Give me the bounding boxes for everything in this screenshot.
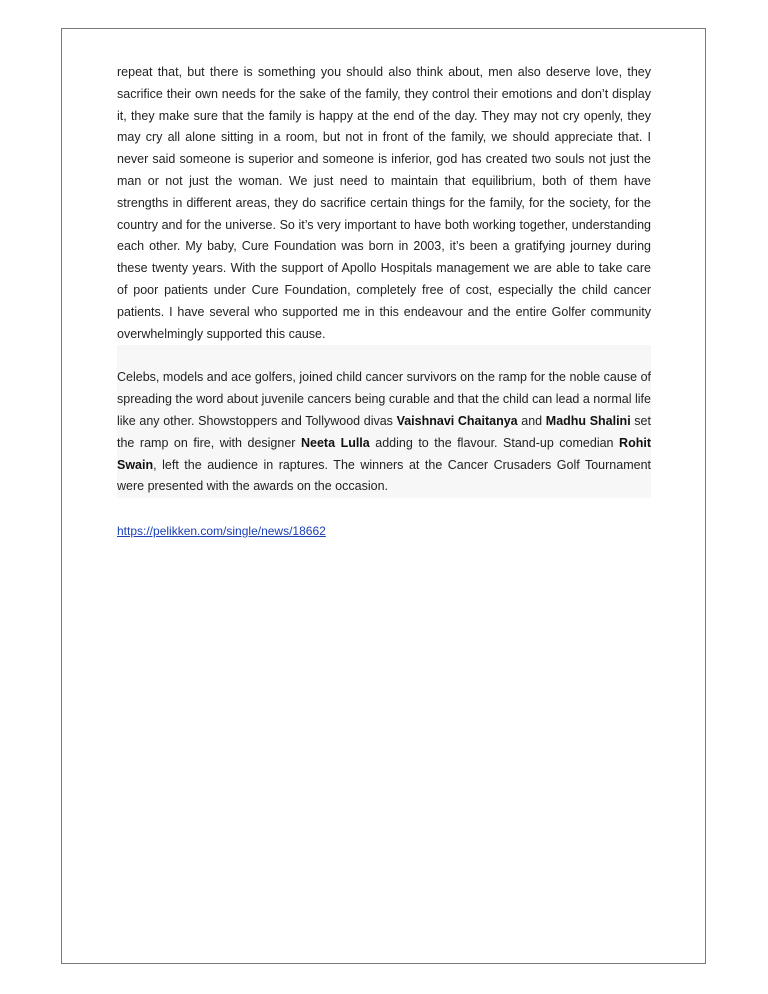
name-vaishnavi-chaitanya: Vaishnavi Chaitanya bbox=[396, 413, 518, 428]
name-rohit-swain: Rohit Swain bbox=[117, 435, 651, 472]
document-body bbox=[117, 62, 651, 543]
event-text-5: , left the audience in raptures. The winners at the Cancer Crusaders Golf Tournament were presented with the awards on the occasion. bbox=[117, 457, 651, 494]
name-madhu-shalini: Madhu Shalini bbox=[545, 413, 631, 428]
source-link[interactable]: https://pelikken.com/single/news/18662 bbox=[117, 524, 326, 539]
event-text-3: set the ramp on fire, with designer bbox=[117, 413, 651, 450]
paragraph-spacer bbox=[117, 345, 651, 367]
event-text-2: and bbox=[517, 413, 546, 428]
name-neeta-lulla: Neeta Lulla bbox=[300, 435, 370, 450]
source-link-line bbox=[117, 521, 651, 543]
paragraph-interview-quote: repeat that, but there is something you should also think about, men also deserve love, they sacrifice their own needs for the sake of the family, they control their emotions and don’t display it, they make sure that the family is happy at the end of the day. They may not cry openly, they may cry all alone sitting in a room, but not in front of the family, we should appreciate that. I never said someone is superior and someone is inferior, god has created two souls not just the man or not just the woman. We just need to maintain that equilibrium, both of them have strengths in different areas, they do sacrifice certain things for the family, for the society, for the country and for the universe. So it’s very important to have both working together, understanding each other. My baby, Cure Foundation was born in 2003, it’s been a gratifying journey during these twenty years. With the support of Apollo Hospitals management we are able to take care of poor patients under Cure Foundation, completely free of cost, especially the child cancer patients. I have several who supported me in this endeavour and the entire Golfer community overwhelmingly supported this cause. bbox=[117, 65, 651, 341]
event-text-1: Celebs, models and ace golfers, joined child cancer survivors on the ramp for the noble cause of spreading the word about juvenile cancers being curable and that the child can lead a normal life like any other. Showstoppers and Tollywood divas bbox=[117, 370, 651, 428]
event-text-4: adding to the flavour. Stand-up comedian bbox=[369, 435, 620, 450]
paragraph-event-report bbox=[117, 367, 651, 498]
